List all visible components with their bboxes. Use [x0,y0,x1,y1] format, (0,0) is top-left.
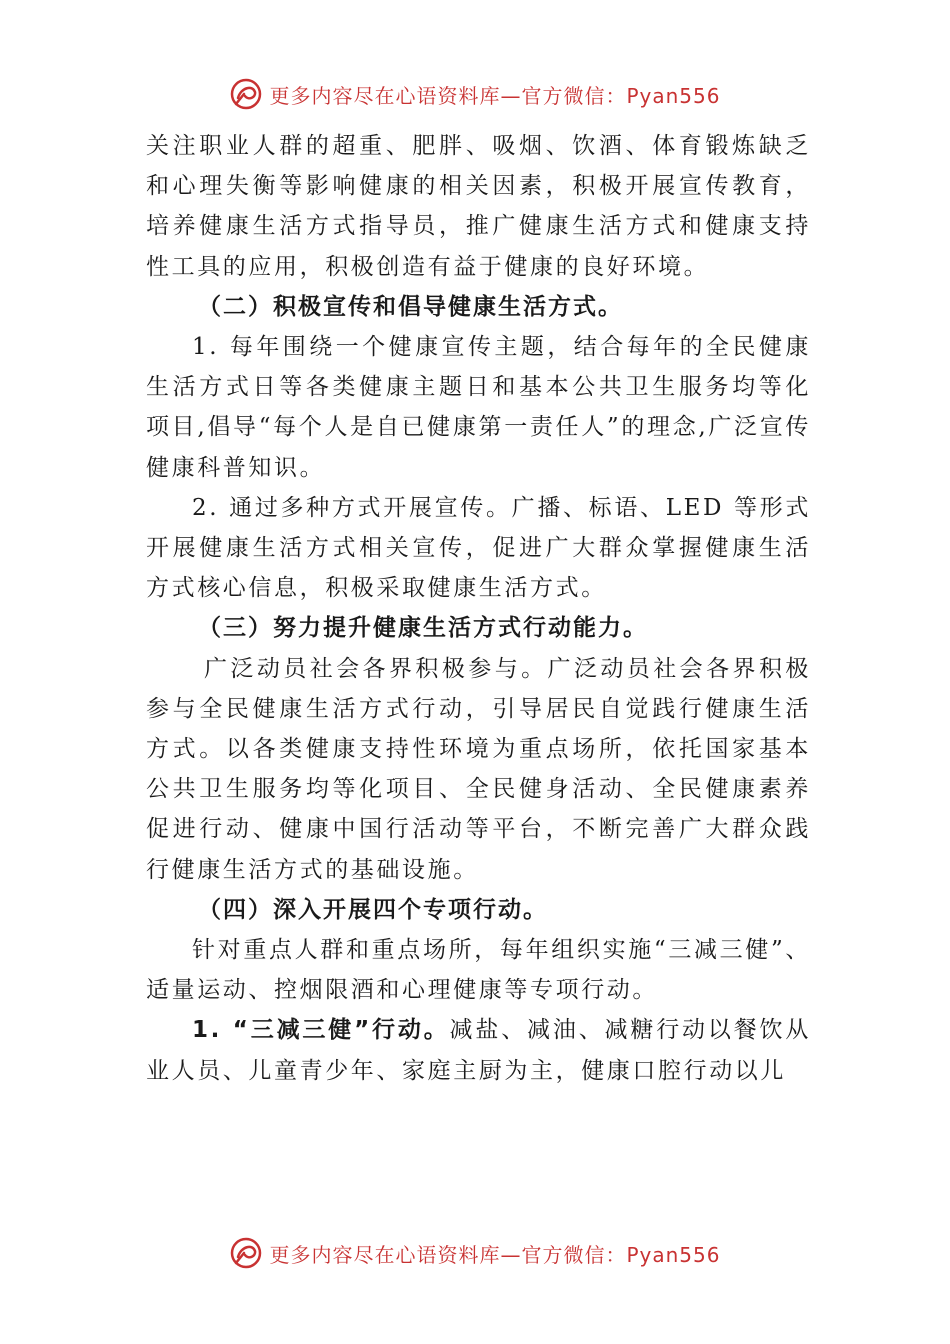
section-heading-2: （二）积极宣传和倡导健康生活方式。 [198,293,623,320]
section-heading-4: （四）深入开展四个专项行动。 [198,896,548,923]
paragraph-5: 针对重点人群和重点场所，每年组织实施“三减三健”、适量运动、控烟限酒和心理健康等专项行动。 [146,937,811,1004]
red-swirl-logo-icon [229,1236,263,1270]
header-watermark-banner [0,74,950,114]
watermark-text: 更多内容尽在心语资料库—官方微信：Pyan556 [269,83,721,108]
paragraph-6-lead: 1. “三减三健”行动。 [192,1017,450,1044]
red-swirl-logo-icon [229,77,263,111]
paragraph-6 [146,1010,811,1090]
document-body [146,126,811,1091]
watermark-text: 更多内容尽在心语资料库—官方微信：Pyan556 [269,1242,721,1267]
paragraph-1: 关注职业人群的超重、肥胖、吸烟、饮酒、体育锻炼缺乏和心理失衡等影响健康的相关因素，积极开展宣传教育，培养健康生活方式指导员，推广健康生活方式和健康支持性工具的应用，积极创造有益于健康的良好环境。 [146,133,811,280]
paragraph-6-text: 减盐、减油、减糖行动以餐饮从业人员、儿童青少年、家庭主厨为主，健康口腔行动以儿 [146,1017,811,1084]
section-heading-3: （三）努力提升健康生活方式行动能力。 [198,615,648,642]
paragraph-2: 1. 每年围绕一个健康宣传主题，结合每年的全民健康生活方式日等各类健康主题日和基本公共卫生服务均等化项目,倡导“每个人是自已健康第一责任人”的理念,广泛宣传健康科普知识。 [146,334,811,481]
paragraph-4: 广泛动员社会各界积极参与。广泛动员社会各界积极参与全民健康生活方式行动，引导居民自觉践行健康生活方式。以各类健康支持性环境为重点场所，依托国家基本公共卫生服务均等化项目、全民健身活动、全民健康素养促进行动、健康中国行活动等平台，不断完善广大群众践行健康生活方式的基础设施。 [146,655,811,883]
paragraph-3: 2. 通过多种方式开展宣传。广播、标语、LED 等形式开展健康生活方式相关宣传，促进广大群众掌握健康生活方式核心信息，积极采取健康生活方式。 [146,494,811,602]
footer-watermark-banner [0,1233,950,1273]
